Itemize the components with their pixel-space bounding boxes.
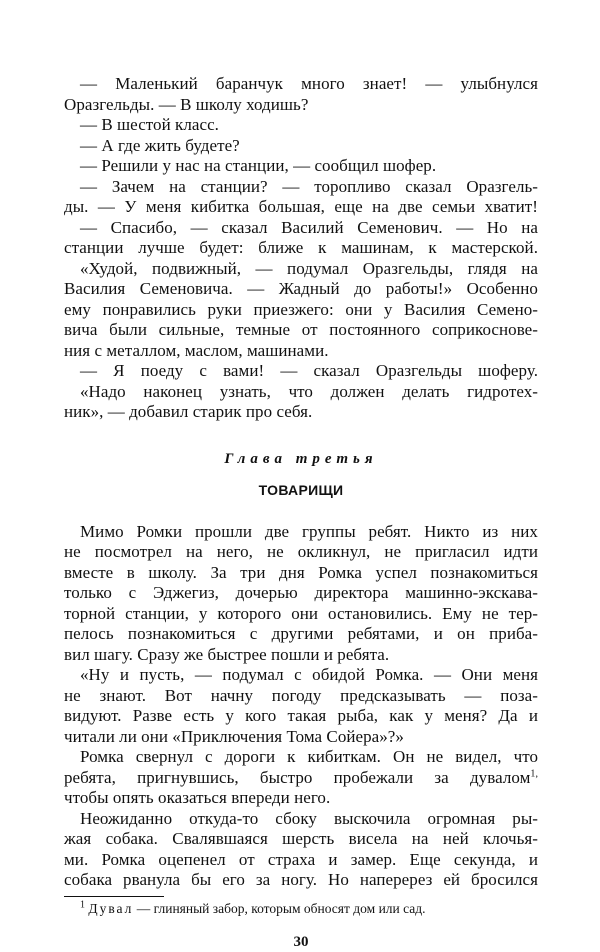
text-line: ему понравились руки приезжего: они у Василия Семено- (64, 299, 538, 319)
text-line-with-footnote (64, 768, 538, 789)
text-line-content: ребята, пригнувшись, быстро пробежали за дувалом (64, 767, 531, 787)
dialogue-block (64, 74, 538, 423)
text-line: — Я поеду с вами! — сказал Оразгельды шоферу. (80, 361, 538, 380)
chapter-label: Глава третья (224, 450, 378, 467)
text-line: вместе в школу. За три дня Ромка успел познакомиться (64, 562, 538, 582)
text-line: — Решили у нас на станции, — сообщил шофер. (80, 156, 437, 175)
text-line: ник», — добавил старик про себя. (64, 402, 313, 421)
text-line: ды. — У меня кибитка большая, еще на две семьи хватит! (64, 197, 538, 216)
text-line: станции лучше будет: ближе к машинам, к мастерской. (64, 238, 538, 257)
chapter-title: ТОВАРИЩИ (258, 481, 344, 498)
text-line: вича были сильные, темные от постоянного соприкоснове- (64, 320, 538, 339)
text-line: — А где жить будете? (80, 135, 240, 155)
text-line: Василия Семеновича. — Жадный до работы!» Особенно (64, 279, 538, 298)
footnote-number: 1 (80, 899, 85, 910)
text-line: Ромка свернул с дороги к кибиткам. Он не видел, что (80, 747, 538, 766)
text-line: жая собака. Свалявшаяся шерсть висела на ней клочья- (64, 829, 538, 848)
text-line: — Зачем на станции? — торопливо сказал Оразгель- (80, 176, 538, 196)
book-page (64, 74, 538, 952)
text-line: собака рванула бы его за ногу. Но наперерез ей бросился (64, 870, 538, 889)
footnote-divider (64, 896, 164, 897)
text-line: «Худой, подвижный, — подумал Оразгельды, глядя на (80, 258, 538, 278)
text-line: видуют. Разве есть у кого такая рыба, как у меня? Да и (64, 706, 538, 725)
text-line: ми. Ромка оцепенел от страха и замер. Еще секунда, и (64, 849, 538, 869)
text-line: чтобы опять оказаться впереди него. (64, 788, 331, 807)
footnote (64, 900, 538, 918)
text-line: торной станции, у которого они остановились. Ему не тер- (64, 603, 538, 623)
text-line: — Маленький баранчук много знает! — улыбнулся (80, 74, 538, 93)
text-line: «Ну и пусть, — подумал с обидой Ромка. — Они меня (80, 665, 538, 684)
text-line: Мимо Ромки прошли две группы ребят. Никто из них (80, 521, 538, 541)
text-line: Оразгельды. — В школу ходишь? (64, 94, 309, 114)
text-line: «Надо наконец узнать, что должен делать гидротех- (80, 381, 538, 401)
text-line: только с Эджегиз, дочерью директора машинно-экскава- (64, 583, 538, 602)
text-line: Неожиданно откуда-то сбоку выскочила огромная ры- (80, 808, 538, 828)
text-line: вил шагу. Сразу же быстрее пошли и ребята. (64, 644, 390, 664)
footnote-marker: 1, (530, 767, 538, 779)
chapter-text-block (64, 522, 538, 891)
footnote-term: Дувал (88, 900, 134, 916)
text-line: читали ли они «Приключения Тома Сойера»?» (64, 726, 404, 746)
text-line: ния с металлом, маслом, машинами. (64, 340, 329, 360)
text-line: не знают. Вот начну погоду предсказывать — поза- (64, 685, 538, 705)
page-number: 30 (293, 933, 309, 950)
text-line: — Спасибо, — сказал Василий Семенович. — Но на (80, 217, 538, 237)
text-line: не посмотрел на него, не окликнул, не пригласил идти (64, 542, 538, 561)
footnote-text: — глиняный забор, которым обносят дом или сад. (133, 900, 426, 916)
text-line: — В шестой класс. (80, 115, 219, 134)
text-line: пелось познакомиться с другими ребятами, и он прибa- (64, 624, 538, 643)
